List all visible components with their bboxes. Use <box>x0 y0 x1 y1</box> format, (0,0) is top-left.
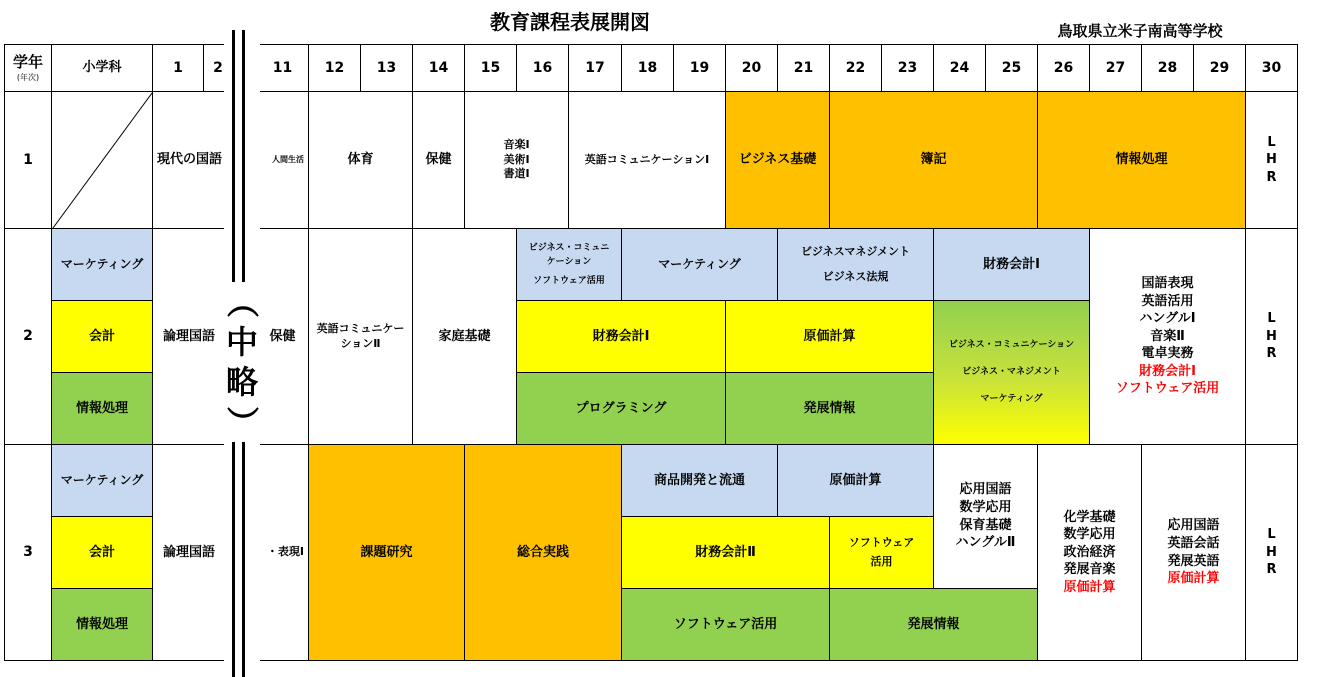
y3-mk-a: 商品開発と流通 <box>621 444 778 517</box>
y2-if-a: プログラミング <box>516 372 726 445</box>
y3-hyogen: ・表現Ⅰ <box>256 444 309 661</box>
header-col: 15 <box>464 44 517 92</box>
header-col: 16 <box>516 44 569 92</box>
y1-hoken: 保健 <box>412 91 465 229</box>
header-col: 1 <box>152 44 204 92</box>
y2-course-marketing: マーケティング <box>51 228 153 301</box>
header-col: 30 <box>1245 44 1298 92</box>
header-col: 13 <box>360 44 413 92</box>
y1-lhr: L H R <box>1245 91 1298 229</box>
y3-course-accounting: 会計 <box>51 516 153 589</box>
y3-mk-b: 原価計算 <box>777 444 934 517</box>
header-col: 22 <box>829 44 882 92</box>
y3-course-marketing: マーケティング <box>51 444 153 517</box>
header-grade: 学年 (年次) <box>4 44 52 92</box>
header-col: 12 <box>308 44 361 92</box>
header-col: 11 <box>256 44 309 92</box>
header-col: 24 <box>933 44 986 92</box>
y1-arts: 音楽Ⅰ 美術Ⅰ 書道Ⅰ <box>464 91 569 229</box>
header-col: 26 <box>1037 44 1090 92</box>
omitted-mark: （ 中 略 ） <box>220 282 264 442</box>
y2-hoken: 保健 <box>256 228 309 445</box>
y3-ronri: 論理国語 <box>152 444 233 661</box>
y2-ronri: 論理国語 <box>152 228 233 445</box>
y2-if-b: 発展情報 <box>725 372 934 445</box>
y3-elec1: 応用国語 数学応用 保育基礎 ハングルⅡ <box>933 444 1038 589</box>
y2-shared: ビジネス・コミュニケーション ビジネス・マネジメント マーケティング <box>933 300 1090 445</box>
grade-3-label: 3 <box>4 444 52 661</box>
grade-1-label: 1 <box>4 91 52 229</box>
y1-gendai: 現代の国語 <box>152 91 233 229</box>
y2-mk-d: 財務会計Ⅰ <box>933 228 1090 301</box>
y2-mk-a: ビジネス・コミュニ ケーション ソフトウェア活用 <box>516 228 622 301</box>
y2-course-accounting: 会計 <box>51 300 153 373</box>
y3-kadai: 課題研究 <box>308 444 465 661</box>
y3-ac-a: 財務会計Ⅱ <box>621 516 830 589</box>
y3-elec3: 応用国語 英語会話 発展英語 原価計算 <box>1141 444 1246 661</box>
y1-eicomm: 英語コミュニケーションⅠ <box>568 91 726 229</box>
grade-2-label: 2 <box>4 228 52 445</box>
school-name: 鳥取県立米子南高等学校 <box>1057 22 1223 40</box>
y3-course-info: 情報処理 <box>51 588 153 661</box>
y1-johoshori: 情報処理 <box>1037 91 1246 229</box>
y2-mk-b: マーケティング <box>621 228 778 301</box>
grade-1-no-course <box>51 91 153 229</box>
y2-course-info: 情報処理 <box>51 372 153 445</box>
y3-lhr: L H R <box>1245 444 1298 661</box>
diagonal-line <box>52 92 153 229</box>
header-col: 28 <box>1141 44 1194 92</box>
header-col: 17 <box>568 44 622 92</box>
y2-ac-a: 財務会計Ⅰ <box>516 300 726 373</box>
y3-sogo: 総合実践 <box>464 444 622 661</box>
header-col: 25 <box>985 44 1038 92</box>
header-col: 19 <box>673 44 726 92</box>
header-col: 18 <box>621 44 674 92</box>
page-title: 教育課程表展開図 <box>490 10 650 34</box>
header-col: 20 <box>725 44 778 92</box>
header-col: 29 <box>1193 44 1246 92</box>
y2-eicomm: 英語コミュニケー ションⅡ <box>308 228 413 445</box>
y3-ac-b: ソフトウェア 活用 <box>829 516 934 589</box>
header-course: 小学科 <box>51 44 153 92</box>
y1-boki: 簿記 <box>829 91 1038 229</box>
y3-if-a: ソフトウェア活用 <box>621 588 830 661</box>
y2-mk-c: ビジネスマネジメント ビジネス法規 <box>777 228 934 301</box>
y2-ac-b: 原価計算 <box>725 300 934 373</box>
y1-bizkiso: ビジネス基礎 <box>725 91 830 229</box>
y1-ningen: 人間生活 <box>256 91 309 229</box>
y3-if-b: 発展情報 <box>829 588 1038 661</box>
header-col: 27 <box>1089 44 1142 92</box>
y2-electives: 国語表現 英語活用 ハングルⅠ 音楽Ⅱ 電卓実務 財務会計Ⅰ ソフトウェア活用 <box>1089 228 1246 445</box>
y1-taiiku: 体育 <box>308 91 413 229</box>
y2-katei: 家庭基礎 <box>412 228 517 445</box>
header-col: 23 <box>881 44 934 92</box>
y2-lhr: L H R <box>1245 228 1298 445</box>
header-col: 21 <box>777 44 830 92</box>
header-col: 14 <box>412 44 465 92</box>
y3-elec2: 化学基礎 数学応用 政治経済 発展音楽 原価計算 <box>1037 444 1142 661</box>
header-col: 2 <box>203 44 233 92</box>
